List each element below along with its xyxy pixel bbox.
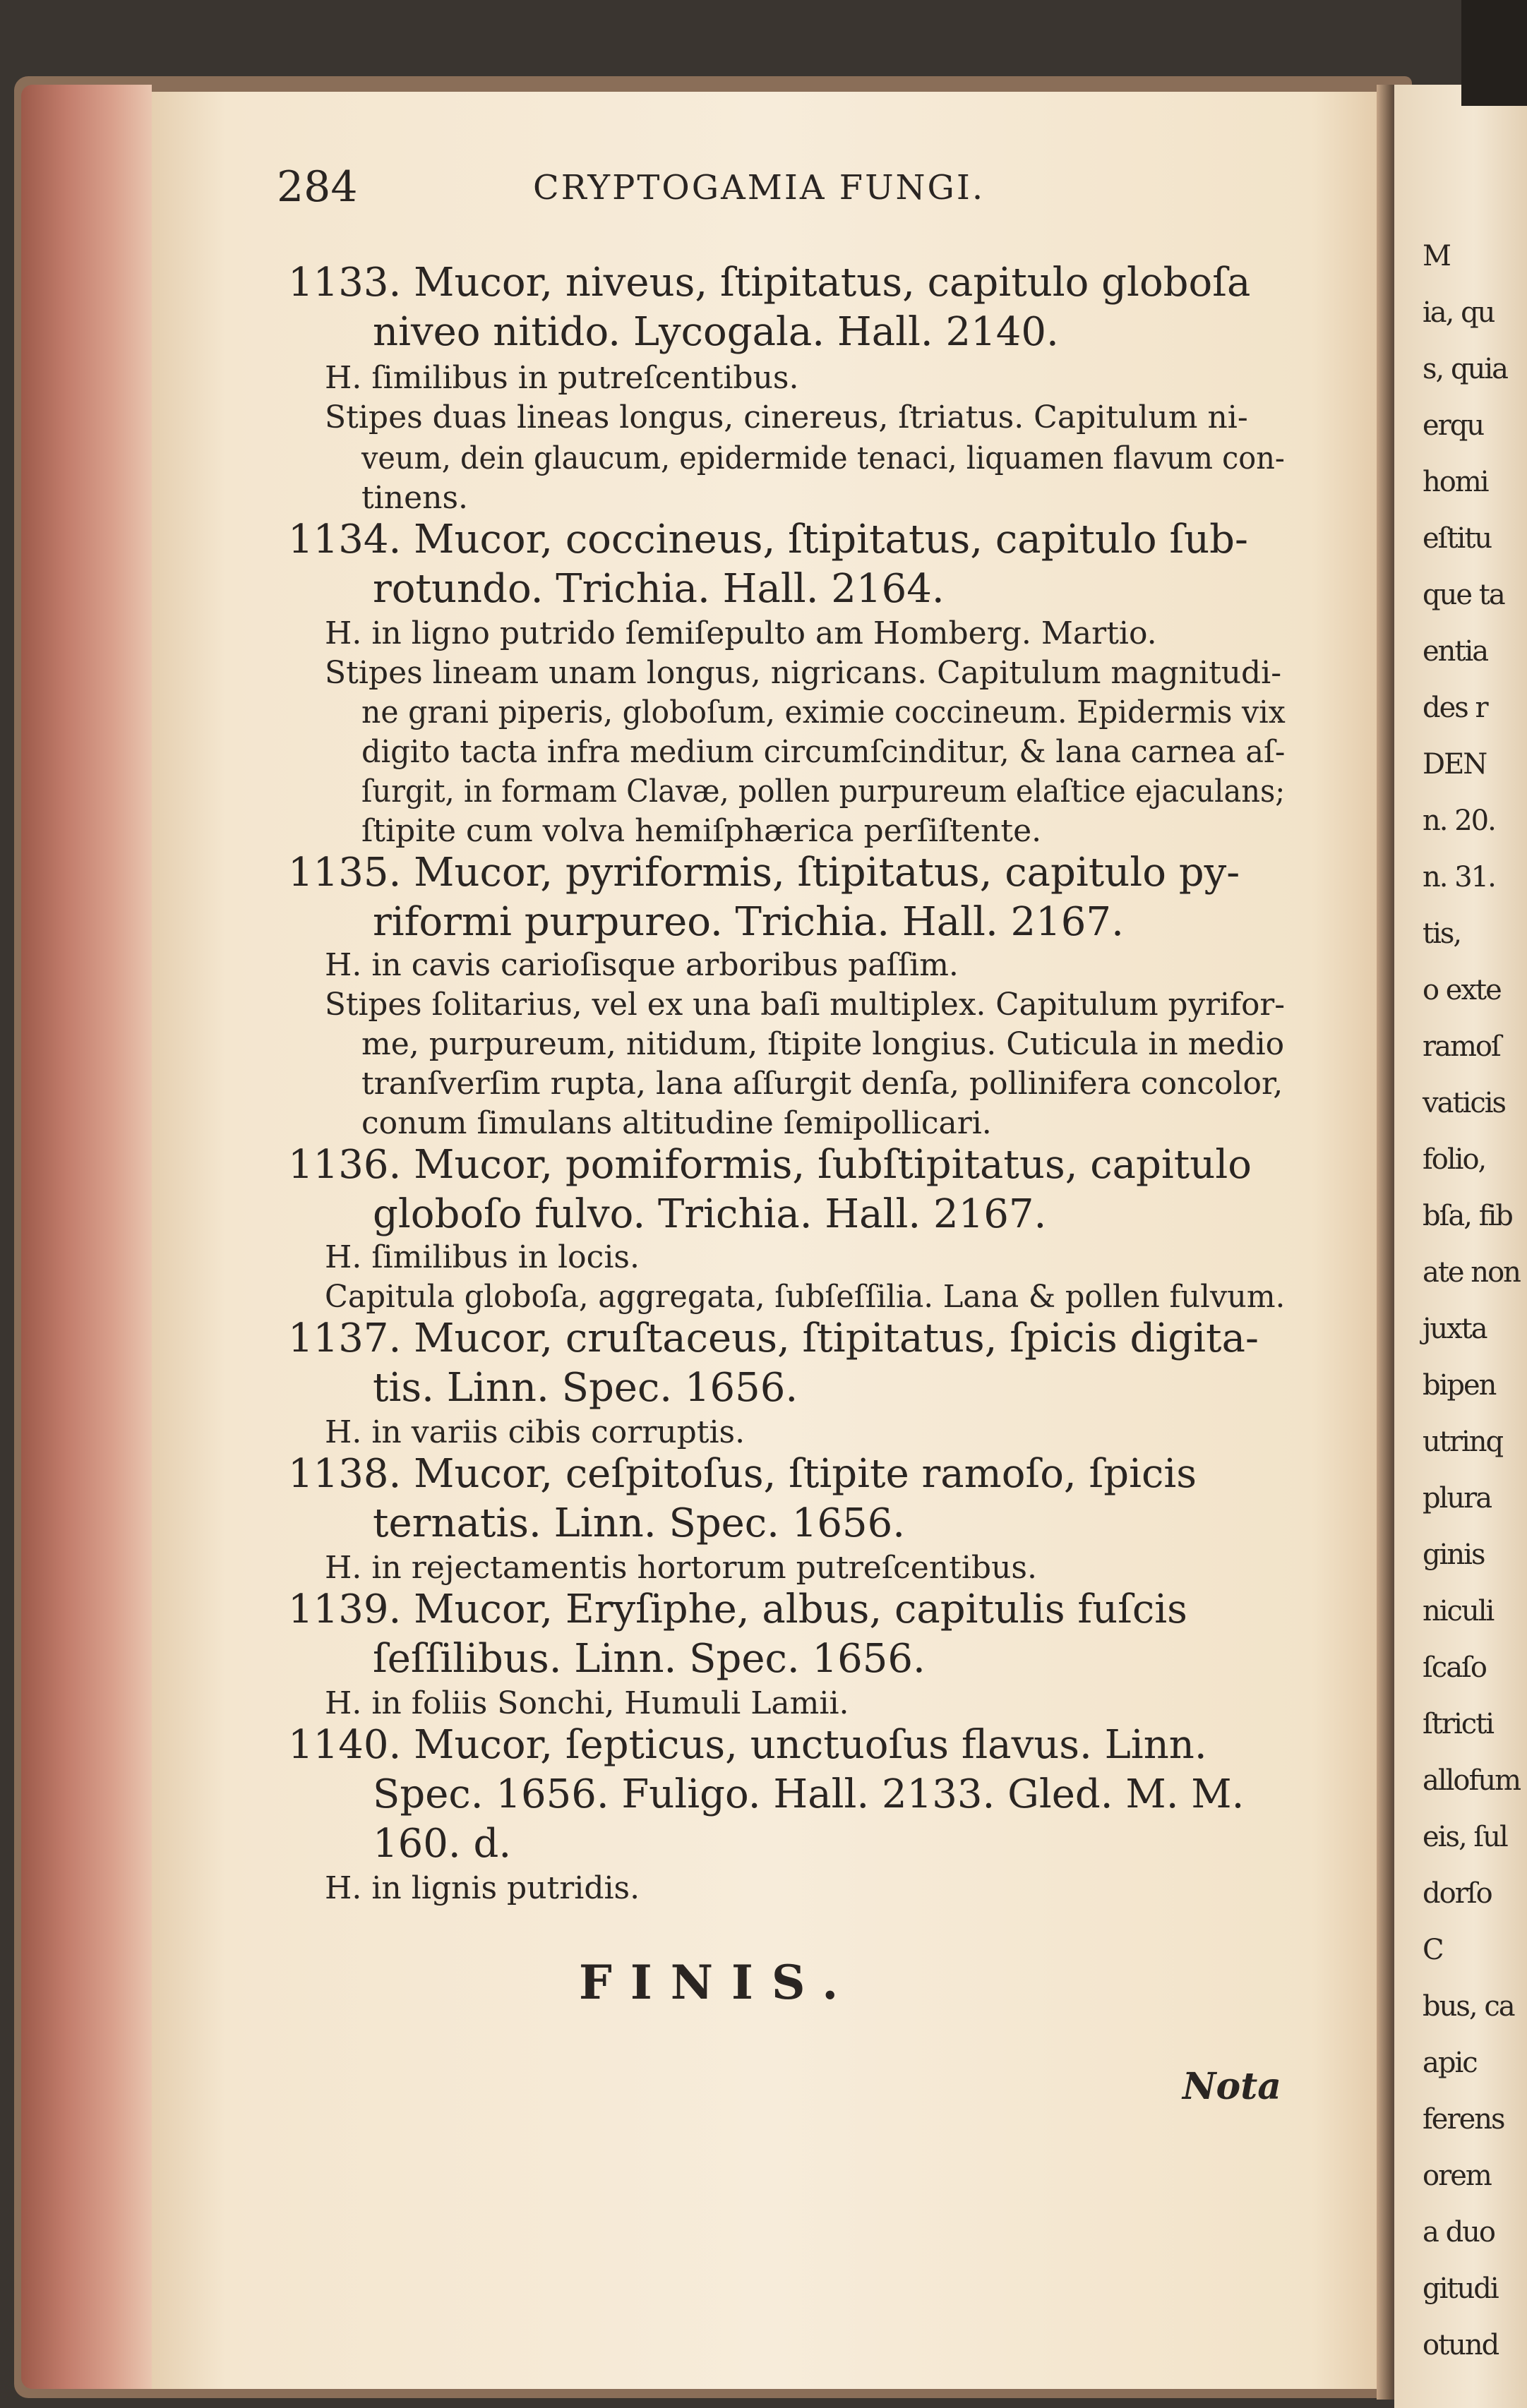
entry-text-line: riformi purpureo. Trichia. Hall. 2167. — [373, 899, 1124, 945]
entry-text-line: tis. Linn. Spec. 1656. — [373, 1365, 798, 1411]
right-page-fragment — [1394, 85, 1527, 2408]
next-page-text-fragment: ſcaſo — [1423, 1651, 1486, 1684]
entry-text-line: me, purpureum, nitidum, ſtipite longius. Cuticula in medio — [361, 1026, 1285, 1062]
entry-text-line: niveo nitido. Lycogala. Hall. 2140. — [373, 309, 1059, 355]
page-number: 284 — [277, 162, 358, 212]
next-page-text-fragment: eſtitu — [1423, 522, 1492, 555]
entry-text-line: H. in rejectamentis hortorum putreſcentibus. — [325, 1550, 1037, 1586]
next-page-text-fragment: erqu — [1423, 409, 1484, 442]
entry-text-line: 160. d. — [373, 1821, 512, 1867]
next-page-text-fragment: bipen — [1423, 1369, 1496, 1402]
next-page-text-fragment: utrinq — [1423, 1426, 1503, 1458]
next-page-text-fragment: orem — [1423, 2160, 1491, 2192]
entry-text-line: Stipes lineam unam longus, nigricans. Capitulum magnitudi- — [325, 655, 1282, 691]
next-page-text-fragment: dorſo — [1423, 1877, 1492, 1910]
entry-text-line: H. in foliis Sonchi, Humuli Lamii. — [325, 1685, 849, 1721]
entry-text-line: Stipes ſolitarius, vel ex una baſi multiplex. Capitulum pyrifor- — [325, 987, 1286, 1023]
next-page-text-fragment: ia, qu — [1423, 296, 1495, 329]
entry-text-line: H. in ligno putrido ſemiſepulto am Homberg. Martio. — [325, 615, 1157, 651]
next-page-text-fragment: ate non — [1423, 1256, 1520, 1289]
entry-text-line: ſtipite cum volva hemiſphærica perſiſtente. — [361, 813, 1042, 849]
entry-text-line: Stipes duas lineas longus, cinereus, ſtriatus. Capitulum ni- — [325, 399, 1248, 435]
entry-text-line: Capitula globoſa, aggregata, ſubſeſſilia. Lana & pollen fulvum. — [325, 1279, 1286, 1315]
next-page-text-fragment: gitudi — [1423, 2272, 1498, 2305]
next-page-text-fragment: plura — [1423, 1482, 1492, 1515]
next-page-text-fragment: que ta — [1423, 579, 1504, 611]
next-page-text-fragment: s, quia — [1423, 353, 1507, 385]
entry-text-line: Spec. 1656. Fuligo. Hall. 2133. Gled. M. M. — [373, 1771, 1245, 1817]
entry-text-line: tranſverſim rupta, lana aſſurgit denſa, pollinifera concolor, — [361, 1066, 1283, 1102]
next-page-text-fragment: ramoſ — [1423, 1030, 1500, 1063]
next-page-text-fragment: ferens — [1423, 2103, 1504, 2136]
background-corner — [1461, 0, 1527, 106]
entry-text-line: globoſo fulvo. Trichia. Hall. 2167. — [373, 1191, 1047, 1237]
entry-text-line: H. ſimilibus in locis. — [325, 1239, 640, 1275]
next-page-text-fragment: ginis — [1423, 1539, 1485, 1571]
next-page-text-fragment: C — [1423, 1934, 1443, 1966]
entry-heading-line: 1139. Mucor, Eryſiphe, albus, capitulis fuſcis — [288, 1587, 1187, 1632]
entry-text-line: digito tacta infra medium circumſcinditur, & lana carnea aſ- — [361, 734, 1286, 770]
entry-text-line: ternatis. Linn. Spec. 1656. — [373, 1500, 906, 1546]
catchword: Nota — [1182, 2065, 1281, 2108]
next-page-text-fragment: a duo — [1423, 2216, 1495, 2249]
entry-text-line: H. in variis cibis corruptis. — [325, 1414, 745, 1450]
next-page-text-fragment: juxta — [1423, 1313, 1487, 1345]
entry-text-line: H. in cavis carioſisque arboribus paſſim. — [325, 947, 959, 983]
entry-text-line: tinens. — [361, 480, 469, 516]
next-page-text-fragment: n. 31. — [1423, 861, 1495, 893]
next-page-text-fragment: otund — [1423, 2329, 1499, 2361]
next-page-text-fragment: o exte — [1423, 974, 1501, 1006]
next-page-text-fragment: bus, ca — [1423, 1990, 1514, 2023]
entry-text-line: H. in lignis putridis. — [325, 1870, 640, 1906]
next-page-text-fragment: allofum — [1423, 1764, 1521, 1797]
next-page-text-fragment: apic — [1423, 2047, 1477, 2079]
entry-text-line: H. ſimilibus in putreſcentibus. — [325, 360, 799, 396]
next-page-text-fragment: vaticis — [1423, 1087, 1506, 1119]
entry-text-line: veum, dein glaucum, epidermide tenaci, liquamen flavum con- — [361, 440, 1285, 476]
entry-heading-line: 1140. Mucor, ſepticus, unctuoſus flavus. Linn. — [288, 1722, 1207, 1768]
next-page-text-fragment: eis, ſul — [1423, 1821, 1507, 1853]
finis-heading: FINIS. — [579, 1955, 857, 2010]
entry-text-line: ſeſſilibus. Linn. Spec. 1656. — [373, 1636, 926, 1682]
next-page-text-fragment: entia — [1423, 635, 1488, 668]
entry-text-line: conum ſimulans altitudine ſemipollicari. — [361, 1105, 992, 1141]
next-page-text-fragment: DEN — [1423, 748, 1487, 781]
entry-heading-line: 1138. Mucor, ceſpitoſus, ſtipite ramoſo, ſpicis — [288, 1451, 1197, 1497]
next-page-text-fragment: des r — [1423, 692, 1487, 724]
next-page-text-fragment: bſa, fib — [1423, 1200, 1512, 1232]
entry-heading-line: 1136. Mucor, pomiformis, ſubſtipitatus, capitulo — [288, 1142, 1252, 1188]
next-page-text-fragment: niculi — [1423, 1595, 1494, 1627]
entry-heading-line: 1133. Mucor, niveus, ſtipitatus, capitulo globoſa — [288, 260, 1251, 306]
entry-text-line: ne grani piperis, globoſum, eximie coccineum. Epidermis vix — [361, 694, 1286, 730]
page-edges — [21, 85, 152, 2389]
next-page-text-fragment: n. 20. — [1423, 805, 1495, 837]
entry-heading-line: 1137. Mucor, cruſtaceus, ſtipitatus, ſpicis digita- — [288, 1316, 1259, 1361]
running-head: CRYPTOGAMIA FUNGI. — [533, 168, 986, 207]
entry-text-line: ſurgit, in formam Clavæ, pollen purpureum elaſtice ejaculans; — [361, 773, 1286, 809]
next-page-text-fragment: folio, — [1423, 1143, 1486, 1176]
next-page-text-fragment: M — [1423, 240, 1450, 272]
next-page-text-fragment: ſtricti — [1423, 1708, 1494, 1740]
next-page-text-fragment: tis, — [1423, 917, 1461, 950]
entry-heading-line: 1134. Mucor, coccineus, ſtipitatus, capitulo ſub- — [288, 517, 1248, 562]
entry-heading-line: 1135. Mucor, pyriformis, ſtipitatus, capitulo py- — [288, 850, 1240, 896]
next-page-text-fragment: homi — [1423, 466, 1488, 498]
entry-text-line: rotundo. Trichia. Hall. 2164. — [373, 566, 945, 612]
